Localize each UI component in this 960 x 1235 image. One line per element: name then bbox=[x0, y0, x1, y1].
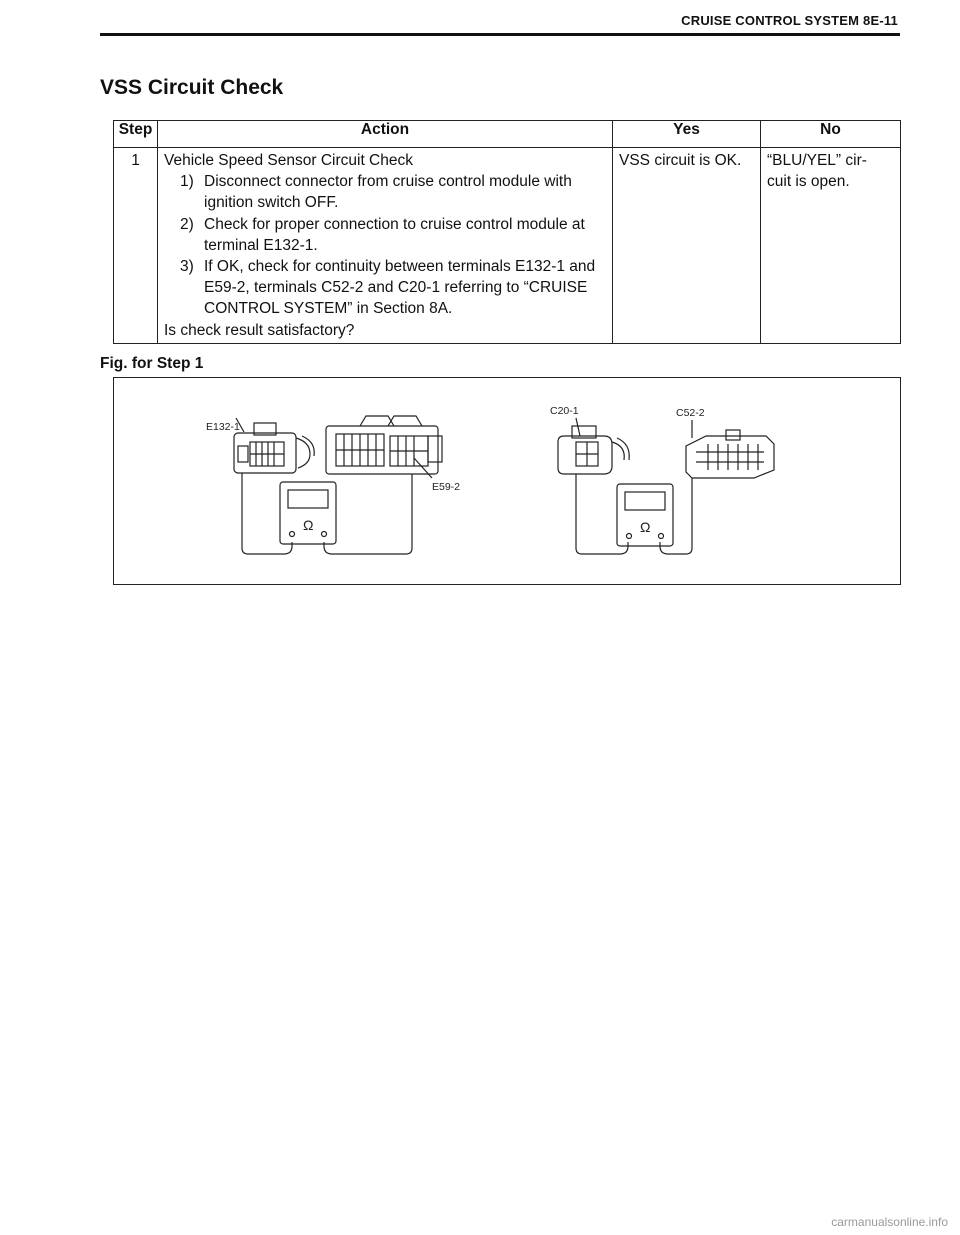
substep bbox=[164, 256, 606, 320]
substep-text: Disconnect connector from cruise control module with ignition switch OFF. bbox=[204, 173, 572, 212]
substep-text: Check for proper connection to cruise control module at terminal E132-1. bbox=[204, 215, 585, 254]
circuit-diagram bbox=[114, 378, 900, 584]
figure-box bbox=[113, 377, 901, 585]
header-no: No bbox=[761, 121, 901, 148]
header-step: Step bbox=[114, 121, 158, 148]
label-e132-1: E132-1 bbox=[206, 421, 240, 433]
step-number: 1 bbox=[114, 148, 158, 344]
substep bbox=[164, 214, 606, 256]
action-intro: Vehicle Speed Sensor Circuit Check bbox=[164, 152, 413, 169]
substep-number: 1) bbox=[180, 173, 194, 191]
substep bbox=[164, 171, 606, 213]
no-result: “BLU/YEL” cir- cuit is open. bbox=[761, 148, 901, 344]
substep-number: 2) bbox=[180, 215, 194, 233]
label-e59-2: E59-2 bbox=[432, 481, 461, 493]
ohm-symbol-right: Ω bbox=[640, 519, 651, 535]
check-table bbox=[113, 120, 901, 344]
figure-caption: Fig. for Step 1 bbox=[100, 355, 204, 372]
connector-c52-2 bbox=[686, 430, 774, 490]
header-action: Action bbox=[158, 121, 613, 148]
connector-e132-1 bbox=[234, 423, 314, 490]
connector-e59-2 bbox=[326, 416, 442, 490]
section-title: VSS Circuit Check bbox=[100, 76, 284, 99]
action-question: Is check result satisfactory? bbox=[164, 321, 355, 339]
table-row bbox=[114, 148, 901, 344]
label-c52-2: C52-2 bbox=[676, 407, 705, 419]
action-cell bbox=[158, 148, 613, 344]
header-yes: Yes bbox=[613, 121, 761, 148]
connector-c20-1 bbox=[558, 426, 629, 490]
yes-result: VSS circuit is OK. bbox=[613, 148, 761, 344]
header-rule bbox=[100, 33, 900, 36]
table-header-row bbox=[114, 121, 901, 148]
ohmmeter-left bbox=[280, 482, 336, 544]
watermark: carmanualsonline.info bbox=[831, 1215, 948, 1229]
ohm-symbol-left: Ω bbox=[303, 517, 314, 533]
substep-number: 3) bbox=[180, 258, 194, 276]
substep-text: If OK, check for continuity between terminals E132-1 and E59-2, terminals C52-2 and C20-1 referring to “CRUISE CONTROL SYSTEM” in Section 8A. bbox=[204, 258, 596, 318]
ohmmeter-right bbox=[617, 484, 673, 546]
running-header: CRUISE CONTROL SYSTEM 8E-11 bbox=[681, 13, 898, 28]
label-c20-1: C20-1 bbox=[550, 405, 579, 417]
